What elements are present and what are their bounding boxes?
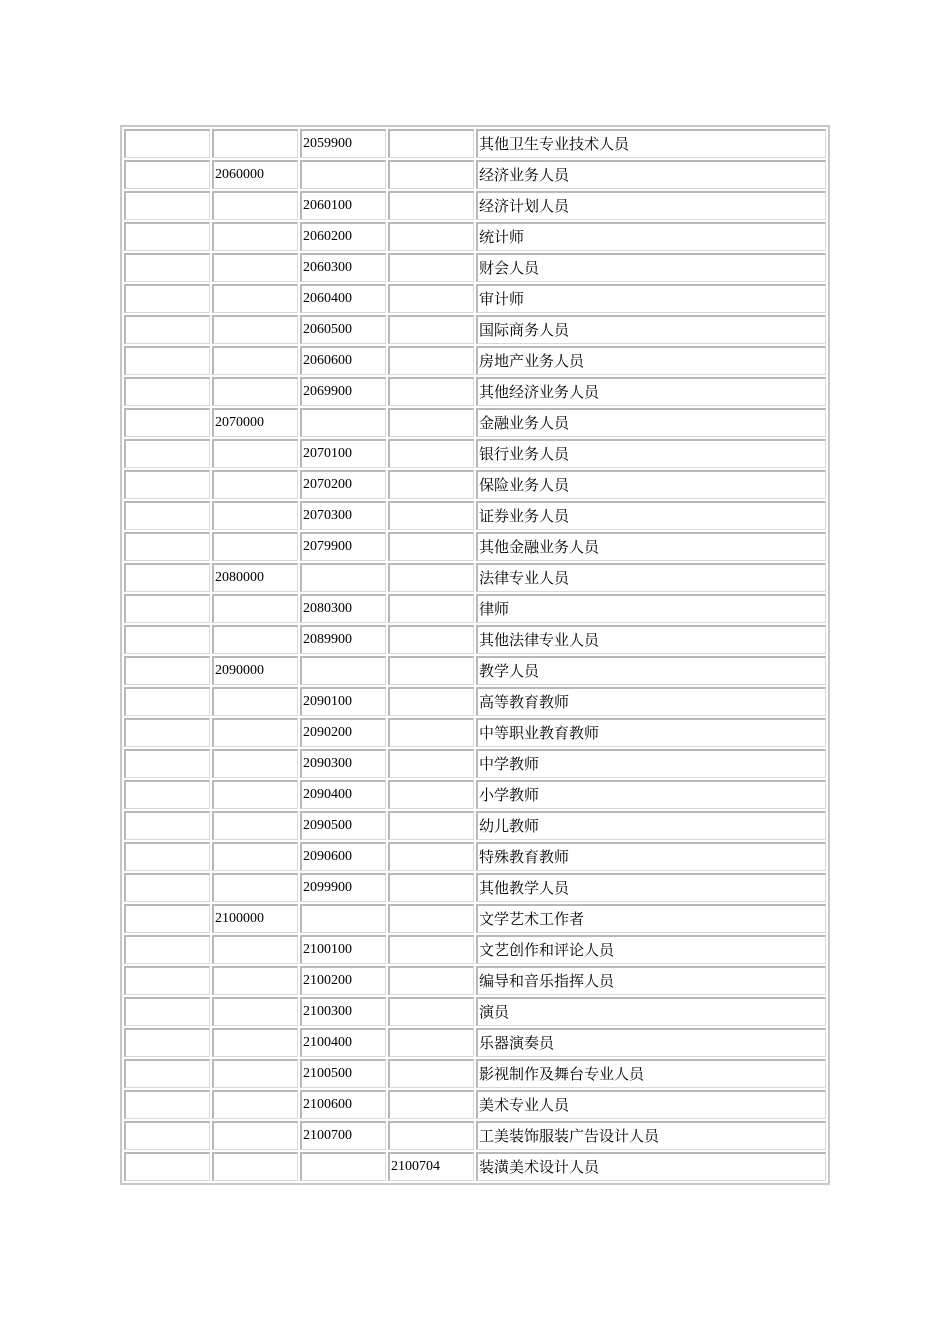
level2-code-cell: [212, 501, 298, 530]
table-row: [124, 346, 826, 375]
level1-code-cell: [124, 191, 210, 220]
level4-code-cell: [388, 904, 474, 933]
table-row: [124, 315, 826, 344]
level3-code-cell: 2090400: [300, 780, 386, 809]
occupation-code-table: [122, 127, 828, 1183]
level1-code-cell: [124, 315, 210, 344]
level1-code-cell: [124, 1028, 210, 1057]
occupation-name-cell: 装潢美术设计人员: [476, 1152, 826, 1181]
level1-code-cell: [124, 1090, 210, 1119]
level4-code-cell: [388, 191, 474, 220]
level3-code-cell: 2100300: [300, 997, 386, 1026]
level2-code-cell: 2100000: [212, 904, 298, 933]
occupation-name-cell: 中学教师: [476, 749, 826, 778]
table-row: [124, 222, 826, 251]
level3-code-cell: 2090500: [300, 811, 386, 840]
level2-code-cell: [212, 749, 298, 778]
table-row: [124, 1090, 826, 1119]
table-row: [124, 253, 826, 282]
level3-code-cell: 2090200: [300, 718, 386, 747]
occupation-name-cell: 小学教师: [476, 780, 826, 809]
occupation-name-cell: 其他卫生专业技术人员: [476, 129, 826, 158]
level2-code-cell: [212, 1090, 298, 1119]
table-body: [124, 129, 826, 1181]
level2-code-cell: [212, 253, 298, 282]
level3-code-cell: 2060400: [300, 284, 386, 313]
level4-code-cell: [388, 532, 474, 561]
level3-code-cell: 2090300: [300, 749, 386, 778]
level4-code-cell: [388, 594, 474, 623]
occupation-name-cell: 经济计划人员: [476, 191, 826, 220]
level2-code-cell: [212, 439, 298, 468]
level3-code-cell: 2070100: [300, 439, 386, 468]
level3-code-cell: 2080300: [300, 594, 386, 623]
occupation-name-cell: 其他经济业务人员: [476, 377, 826, 406]
level1-code-cell: [124, 718, 210, 747]
level4-code-cell: [388, 997, 474, 1026]
level1-code-cell: [124, 625, 210, 654]
level4-code-cell: [388, 1059, 474, 1088]
level2-code-cell: [212, 935, 298, 964]
level1-code-cell: [124, 873, 210, 902]
occupation-name-cell: 乐器演奏员: [476, 1028, 826, 1057]
level1-code-cell: [124, 687, 210, 716]
occupation-name-cell: 编导和音乐指挥人员: [476, 966, 826, 995]
level3-code-cell: 2100400: [300, 1028, 386, 1057]
occupation-name-cell: 审计师: [476, 284, 826, 313]
table-row: [124, 1028, 826, 1057]
occupation-name-cell: 经济业务人员: [476, 160, 826, 189]
level1-code-cell: [124, 563, 210, 592]
level2-code-cell: [212, 470, 298, 499]
occupation-name-cell: 文艺创作和评论人员: [476, 935, 826, 964]
level3-code-cell: 2060100: [300, 191, 386, 220]
occupation-name-cell: 金融业务人员: [476, 408, 826, 437]
occupation-name-cell: 中等职业教育教师: [476, 718, 826, 747]
level4-code-cell: 2100704: [388, 1152, 474, 1181]
level1-code-cell: [124, 346, 210, 375]
table-row: [124, 935, 826, 964]
table-row: [124, 563, 826, 592]
level1-code-cell: [124, 966, 210, 995]
level2-code-cell: [212, 346, 298, 375]
level4-code-cell: [388, 780, 474, 809]
level2-code-cell: [212, 315, 298, 344]
level4-code-cell: [388, 563, 474, 592]
level1-code-cell: [124, 997, 210, 1026]
occupation-name-cell: 工美装饰服装广告设计人员: [476, 1121, 826, 1150]
level2-code-cell: [212, 1028, 298, 1057]
table-row: [124, 811, 826, 840]
table-row: [124, 997, 826, 1026]
table-row: [124, 532, 826, 561]
level2-code-cell: [212, 997, 298, 1026]
table-row: [124, 656, 826, 685]
level3-code-cell: 2100500: [300, 1059, 386, 1088]
table-row: [124, 780, 826, 809]
occupation-name-cell: 国际商务人员: [476, 315, 826, 344]
occupation-name-cell: 高等教育教师: [476, 687, 826, 716]
level4-code-cell: [388, 129, 474, 158]
level4-code-cell: [388, 811, 474, 840]
occupation-name-cell: 其他教学人员: [476, 873, 826, 902]
level2-code-cell: [212, 377, 298, 406]
table-row: [124, 1059, 826, 1088]
level4-code-cell: [388, 1028, 474, 1057]
table-row: [124, 966, 826, 995]
table-row: [124, 1121, 826, 1150]
level4-code-cell: [388, 873, 474, 902]
table-row: [124, 470, 826, 499]
occupation-name-cell: 保险业务人员: [476, 470, 826, 499]
occupation-name-cell: 统计师: [476, 222, 826, 251]
level1-code-cell: [124, 1121, 210, 1150]
table-row: [124, 284, 826, 313]
level4-code-cell: [388, 160, 474, 189]
level3-code-cell: [300, 563, 386, 592]
level3-code-cell: 2090600: [300, 842, 386, 871]
level4-code-cell: [388, 253, 474, 282]
level4-code-cell: [388, 656, 474, 685]
level4-code-cell: [388, 749, 474, 778]
occupation-name-cell: 其他法律专业人员: [476, 625, 826, 654]
level2-code-cell: [212, 966, 298, 995]
occupation-name-cell: 法律专业人员: [476, 563, 826, 592]
level2-code-cell: [212, 1152, 298, 1181]
level2-code-cell: [212, 532, 298, 561]
occupation-name-cell: 财会人员: [476, 253, 826, 282]
level4-code-cell: [388, 346, 474, 375]
level4-code-cell: [388, 625, 474, 654]
level1-code-cell: [124, 439, 210, 468]
occupation-name-cell: 教学人员: [476, 656, 826, 685]
level4-code-cell: [388, 935, 474, 964]
level1-code-cell: [124, 904, 210, 933]
occupation-name-cell: 房地产业务人员: [476, 346, 826, 375]
level2-code-cell: [212, 687, 298, 716]
level2-code-cell: 2080000: [212, 563, 298, 592]
level2-code-cell: [212, 625, 298, 654]
level1-code-cell: [124, 935, 210, 964]
level1-code-cell: [124, 284, 210, 313]
table-row: [124, 687, 826, 716]
level3-code-cell: [300, 1152, 386, 1181]
level2-code-cell: 2090000: [212, 656, 298, 685]
table-row: [124, 439, 826, 468]
level1-code-cell: [124, 377, 210, 406]
level3-code-cell: 2089900: [300, 625, 386, 654]
level3-code-cell: 2100200: [300, 966, 386, 995]
level3-code-cell: 2069900: [300, 377, 386, 406]
level2-code-cell: [212, 842, 298, 871]
level1-code-cell: [124, 780, 210, 809]
level2-code-cell: [212, 284, 298, 313]
table-row: [124, 842, 826, 871]
level1-code-cell: [124, 501, 210, 530]
level3-code-cell: 2060200: [300, 222, 386, 251]
level3-code-cell: [300, 904, 386, 933]
occupation-name-cell: 银行业务人员: [476, 439, 826, 468]
level3-code-cell: 2060500: [300, 315, 386, 344]
level2-code-cell: [212, 191, 298, 220]
level2-code-cell: [212, 129, 298, 158]
level1-code-cell: [124, 160, 210, 189]
level2-code-cell: [212, 594, 298, 623]
table-row: [124, 501, 826, 530]
level1-code-cell: [124, 749, 210, 778]
level4-code-cell: [388, 1121, 474, 1150]
level3-code-cell: [300, 160, 386, 189]
level3-code-cell: 2070300: [300, 501, 386, 530]
occupation-name-cell: 影视制作及舞台专业人员: [476, 1059, 826, 1088]
occupation-code-table-frame: [120, 125, 830, 1185]
level3-code-cell: 2059900: [300, 129, 386, 158]
level1-code-cell: [124, 222, 210, 251]
level1-code-cell: [124, 129, 210, 158]
level3-code-cell: 2090100: [300, 687, 386, 716]
level1-code-cell: [124, 470, 210, 499]
table-row: [124, 408, 826, 437]
level2-code-cell: [212, 811, 298, 840]
level4-code-cell: [388, 966, 474, 995]
level4-code-cell: [388, 315, 474, 344]
level4-code-cell: [388, 687, 474, 716]
occupation-name-cell: 幼儿教师: [476, 811, 826, 840]
level4-code-cell: [388, 470, 474, 499]
level2-code-cell: [212, 1121, 298, 1150]
occupation-name-cell: 特殊教育教师: [476, 842, 826, 871]
level1-code-cell: [124, 408, 210, 437]
occupation-name-cell: 演员: [476, 997, 826, 1026]
table-row: [124, 904, 826, 933]
level4-code-cell: [388, 222, 474, 251]
level4-code-cell: [388, 284, 474, 313]
level3-code-cell: 2100100: [300, 935, 386, 964]
level1-code-cell: [124, 842, 210, 871]
level3-code-cell: 2070200: [300, 470, 386, 499]
level2-code-cell: 2070000: [212, 408, 298, 437]
level1-code-cell: [124, 811, 210, 840]
level1-code-cell: [124, 1152, 210, 1181]
table-row: [124, 129, 826, 158]
occupation-name-cell: 证券业务人员: [476, 501, 826, 530]
level3-code-cell: 2100600: [300, 1090, 386, 1119]
level4-code-cell: [388, 1090, 474, 1119]
level4-code-cell: [388, 501, 474, 530]
occupation-name-cell: 其他金融业务人员: [476, 532, 826, 561]
table-row: [124, 873, 826, 902]
level1-code-cell: [124, 253, 210, 282]
level2-code-cell: [212, 222, 298, 251]
level4-code-cell: [388, 842, 474, 871]
level2-code-cell: [212, 718, 298, 747]
occupation-name-cell: 文学艺术工作者: [476, 904, 826, 933]
level2-code-cell: [212, 780, 298, 809]
table-row: [124, 749, 826, 778]
level4-code-cell: [388, 408, 474, 437]
level4-code-cell: [388, 439, 474, 468]
level2-code-cell: [212, 873, 298, 902]
table-row: [124, 377, 826, 406]
table-row: [124, 594, 826, 623]
table-row: [124, 191, 826, 220]
table-row: [124, 718, 826, 747]
occupation-name-cell: 美术专业人员: [476, 1090, 826, 1119]
level1-code-cell: [124, 594, 210, 623]
level3-code-cell: 2060300: [300, 253, 386, 282]
level2-code-cell: [212, 1059, 298, 1088]
level3-code-cell: 2079900: [300, 532, 386, 561]
level3-code-cell: [300, 656, 386, 685]
level1-code-cell: [124, 656, 210, 685]
level3-code-cell: 2099900: [300, 873, 386, 902]
level3-code-cell: [300, 408, 386, 437]
table-row: [124, 625, 826, 654]
level3-code-cell: 2100700: [300, 1121, 386, 1150]
level4-code-cell: [388, 718, 474, 747]
level1-code-cell: [124, 1059, 210, 1088]
table-row: [124, 1152, 826, 1181]
level4-code-cell: [388, 377, 474, 406]
level1-code-cell: [124, 532, 210, 561]
level2-code-cell: 2060000: [212, 160, 298, 189]
level3-code-cell: 2060600: [300, 346, 386, 375]
table-row: [124, 160, 826, 189]
occupation-name-cell: 律师: [476, 594, 826, 623]
